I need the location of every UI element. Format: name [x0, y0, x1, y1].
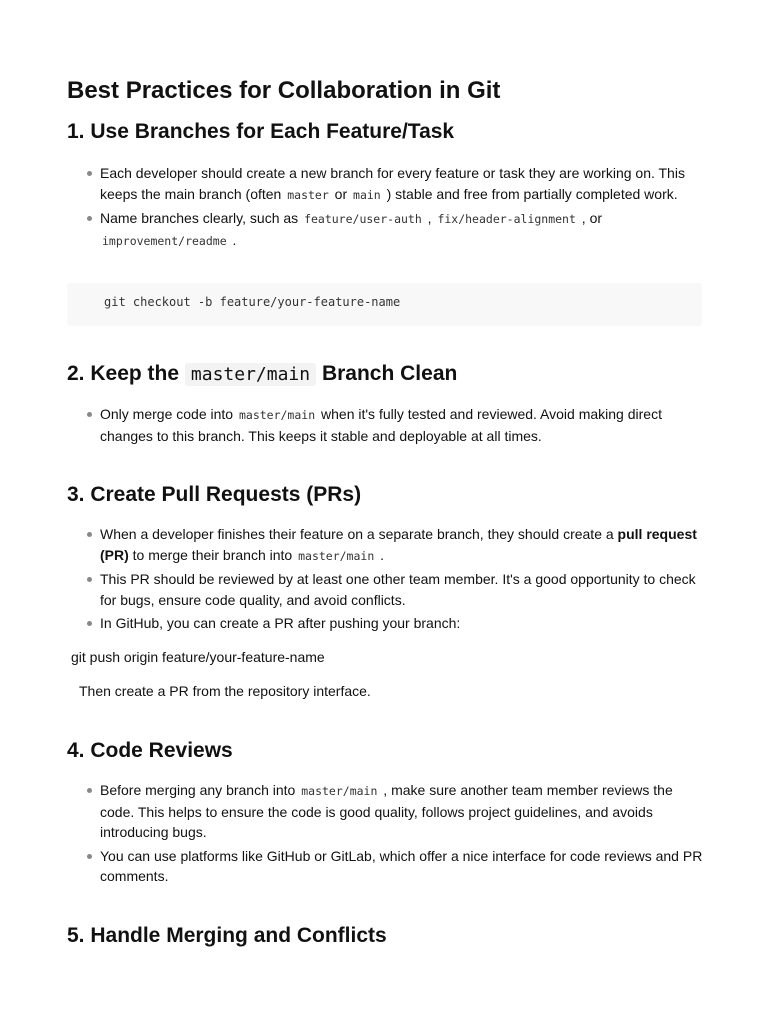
inline-code: master	[287, 187, 329, 202]
text: Name branches clearly, such as	[100, 210, 303, 226]
text: to merge their branch into	[128, 546, 297, 563]
text: , or	[577, 210, 603, 226]
command-text: git push origin feature/your-feature-name	[71, 649, 325, 665]
inline-code: master/main	[301, 784, 378, 798]
list-item	[100, 780, 710, 843]
list-item	[100, 524, 710, 566]
list-item	[100, 208, 710, 251]
text: When a developer finishes their feature on a separate branch, they should create a	[100, 526, 618, 542]
list-item	[100, 404, 710, 446]
text: , make sure another team member reviews the code. This helps to ensure the code is good quality, follows project guidelines, and avoids introducing bugs.	[100, 782, 673, 840]
heading-text: Branch Clean	[321, 362, 458, 385]
section-4-list	[100, 780, 710, 890]
section-5-heading: 5. Handle Merging and Conflicts	[67, 924, 387, 947]
list-item: In GitHub, you can create a PR after pushing your branch:	[100, 613, 710, 634]
list-item: This PR should be reviewed by at least one other team member. It's a good opportunity to check for bugs, ensure code quality, and avoid conflicts.	[100, 569, 710, 610]
section-1-list	[100, 163, 710, 254]
text: ) stable and free from partially completed work.	[382, 185, 678, 202]
text: Before merging any branch into	[100, 782, 300, 798]
section-3-list	[100, 524, 710, 637]
heading-text: 2. Keep the	[67, 362, 180, 385]
code-block	[67, 283, 702, 326]
text: ,	[423, 210, 436, 226]
section-3-heading: 3. Create Pull Requests (PRs)	[67, 483, 362, 506]
inline-code: fix/header-alignment	[437, 212, 576, 226]
section-1-heading: 1. Use Branches for Each Feature/Task	[67, 120, 455, 143]
text: Each developer should create a new branch for every feature or task they are working on. This keeps the main branch (often	[100, 165, 685, 202]
text: when it's fully tested and reviewed. Avoid making direct changes to this branch. This keeps it stable and deployable at all times.	[100, 406, 662, 444]
list-item	[100, 163, 710, 205]
page-title: Best Practices for Collaboration in Git	[67, 77, 501, 104]
inline-code: main	[353, 187, 381, 202]
heading-inline-code: master/main	[185, 363, 316, 386]
text: .	[228, 231, 237, 248]
paragraph: Then create a PR from the repository interface.	[79, 683, 371, 699]
section-2-list	[100, 404, 710, 449]
inline-code: feature/user-auth	[304, 212, 422, 226]
inline-code: master/main	[238, 408, 316, 422]
text: Only merge code into	[100, 406, 237, 422]
section-2-heading	[67, 360, 457, 389]
bold-text: pull request (PR)	[100, 526, 697, 563]
inline-code: improvement/readme	[102, 233, 227, 248]
text: .	[376, 546, 385, 563]
code-block-text: git checkout -b feature/your-feature-name	[104, 295, 401, 309]
text: or	[330, 185, 352, 202]
inline-code: master/main	[298, 548, 375, 563]
list-item: You can use platforms like GitHub or GitLab, which offer a nice interface for code reviews and PR comments.	[100, 846, 710, 887]
section-4-heading: 4. Code Reviews	[67, 739, 233, 762]
